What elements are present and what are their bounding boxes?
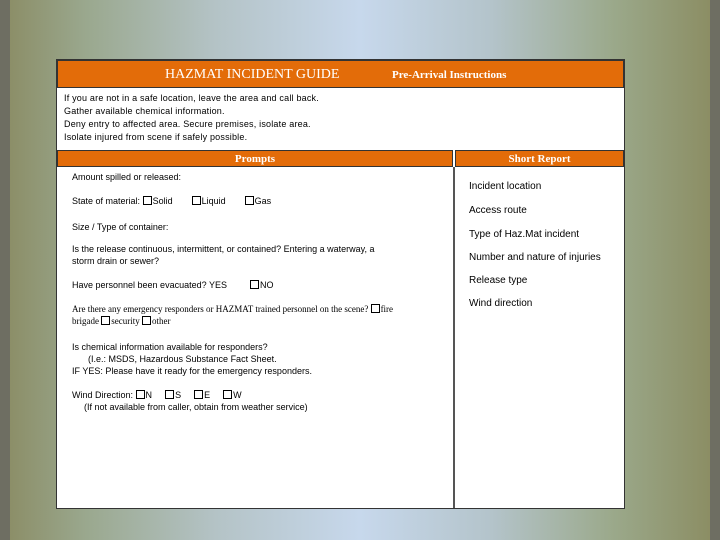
release-prompt-line-2: storm drain or sewer? [72,256,160,266]
short-report-heading: Short Report [508,153,571,165]
state-of-material-row [72,196,271,207]
wind-w-label: W [233,390,242,400]
hazmat-guide-sheet [56,59,625,509]
report-item-injuries: Number and nature of injuries [469,252,601,263]
release-prompt-line-1: Is the release continuous, intermittent, or contained? Entering a waterway, a [72,244,375,254]
chem-info-line-3: IF YES: Please have it ready for the emergency responders. [72,366,312,376]
column-divider [453,167,455,508]
security-label: security [111,316,140,326]
right-frame-edge [710,0,720,540]
pre-arrival-instructions [64,92,319,144]
responders-row-2 [72,316,171,327]
state-label: State of material: [72,196,141,206]
responders-row-1 [72,304,393,315]
instruction-line: If you are not in a safe location, leave the area and call back. [64,93,319,103]
security-checkbox[interactable] [101,316,110,325]
wind-w-checkbox[interactable] [223,390,232,399]
solid-label: Solid [152,196,173,206]
size-type-prompt: Size / Type of container: [72,222,169,232]
wind-note: (If not available from caller, obtain from weather service) [84,402,308,412]
instruction-line: Isolate injured from scene if safely possible. [64,132,248,142]
amount-prompt: Amount spilled or released: [72,172,182,182]
wind-n-label: N [145,390,153,400]
prompts-header-bar [57,150,453,167]
wind-s-checkbox[interactable] [165,390,174,399]
liquid-checkbox[interactable] [192,196,201,205]
instruction-line: Deny entry to affected area. Secure premises, isolate area. [64,119,311,129]
responders-prompt: Are there any emergency responders or HAZMAT trained personnel on the scene? [72,304,369,314]
chem-info-line-2: (I.e.: MSDS, Hazardous Substance Fact Sheet. [88,354,277,364]
wind-label: Wind Direction: [72,390,134,400]
no-label: NO [259,280,274,290]
wind-e-label: E [204,390,211,400]
report-item-incident-location: Incident location [469,181,542,192]
report-item-hazmat-type: Type of Haz.Mat incident [469,229,580,240]
liquid-label: Liquid [201,196,226,206]
left-frame-edge [0,0,10,540]
brigade-label: brigade [72,316,99,326]
gas-label: Gas [254,196,272,206]
instruction-line: Gather available chemical information. [64,106,225,116]
wind-s-label: S [175,390,182,400]
short-report-header-bar [455,150,624,167]
wind-e-checkbox[interactable] [194,390,203,399]
page-title: HAZMAT INCIDENT GUIDE [165,67,340,82]
solid-checkbox[interactable] [143,196,152,205]
no-checkbox[interactable] [250,280,259,289]
page-subtitle: Pre-Arrival Instructions [392,69,507,81]
fire-checkbox[interactable] [371,304,380,313]
title-bar [57,60,624,88]
wind-n-checkbox[interactable] [136,390,145,399]
other-label: other [152,316,171,326]
evacuated-row [72,280,273,291]
chem-info-line-1: Is chemical information available for responders? [72,342,268,352]
prompts-heading: Prompts [234,153,276,165]
other-checkbox[interactable] [142,316,151,325]
fire-label: fire [380,304,394,314]
gas-checkbox[interactable] [245,196,254,205]
report-item-wind-direction: Wind direction [469,298,533,309]
report-item-access-route: Access route [469,205,527,216]
wind-direction-row [72,390,242,401]
evacuated-label: Have personnel been evacuated? YES [72,280,227,290]
report-item-release-type: Release type [469,275,528,286]
